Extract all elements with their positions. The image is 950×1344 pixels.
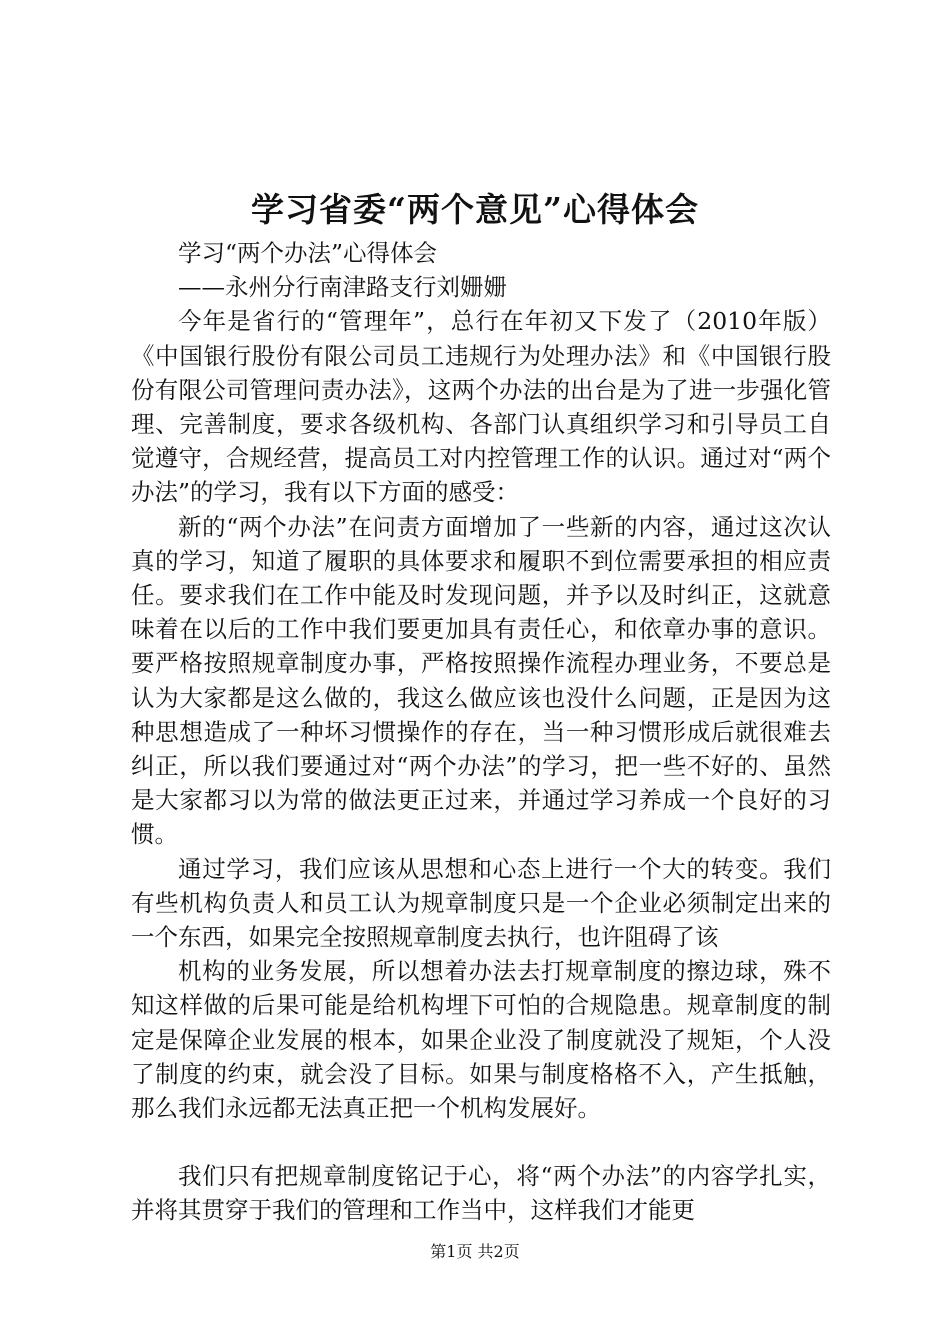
paragraph-author: ——永州分行南津路支行刘姗姗 xyxy=(178,273,507,302)
document-title: 学习省委“两个意见”心得体会 xyxy=(251,190,699,229)
paragraph-mindset: 通过学习，我们应该从思想和心态上进行一个大的转变。我们有些机构负责人和员工认为规章制度只是一个企业必须制定出来的一个东西，如果完全按照规章制度去执行，也许阻碍了该 xyxy=(131,854,831,952)
paragraph-intro: 今年是省行的“管理年”，总行在年初又下发了（2010年版）《中国银行股份有限公司员工违规行为处理办法》和《中国银行股份有限公司管理问责办法》，这两个办法的出台是为了进一步强化管理、完善制度，要求各级机构、各部门认真组织学习和引导员工自觉遵守，合规经营，提高员工对内控管理工作的认识。通过对“两个办法”的学习，我有以下方面的感受： xyxy=(131,307,831,507)
paragraph-conclusion: 我们只有把规章制度铭记于心，将“两个办法”的内容学扎实，并将其贯穿于我们的管理和工作当中，这样我们才能更 xyxy=(131,1162,831,1225)
document-body xyxy=(131,236,831,1228)
paragraph-subtitle: 学习“两个办法”心得体会 xyxy=(178,239,438,267)
page-footer: 第1页 共2页 xyxy=(430,1242,520,1261)
paragraph-business: 机构的业务发展，所以想着办法去打规章制度的擦边球，殊不知这样做的后果可能是给机构埋下可怕的合规隐患。规章制度的制定是保障企业发展的根本，如果企业没了制度就没了规矩，个人没了制度的约束，就会没了目标。如果与制度格格不入，产生抵触，那么我们永远都无法真正把一个机构发展好。 xyxy=(131,957,831,1123)
paragraph-accountability: 新的“两个办法”在问责方面增加了一些新的内容，通过这次认真的学习，知道了履职的具体要求和履职不到位需要承担的相应责任。要求我们在工作中能及时发现问题，并予以及时纠正，这就意味着在以后的工作中我们要更加具有责任心，和依章办事的意识。要严格按照规章制度办事，严格按照操作流程办理业务，不要总是认为大家都是这么做的，我这么做应该也没什么问题，正是因为这种思想造成了一种坏习惯操作的存在，当一种习惯形成后就很难去纠正，所以我们要通过对“两个办法”的学习，把一些不好的、虽然是大家都习以为常的做法更正过来，并通过学习养成一个良好的习惯。 xyxy=(131,512,831,849)
